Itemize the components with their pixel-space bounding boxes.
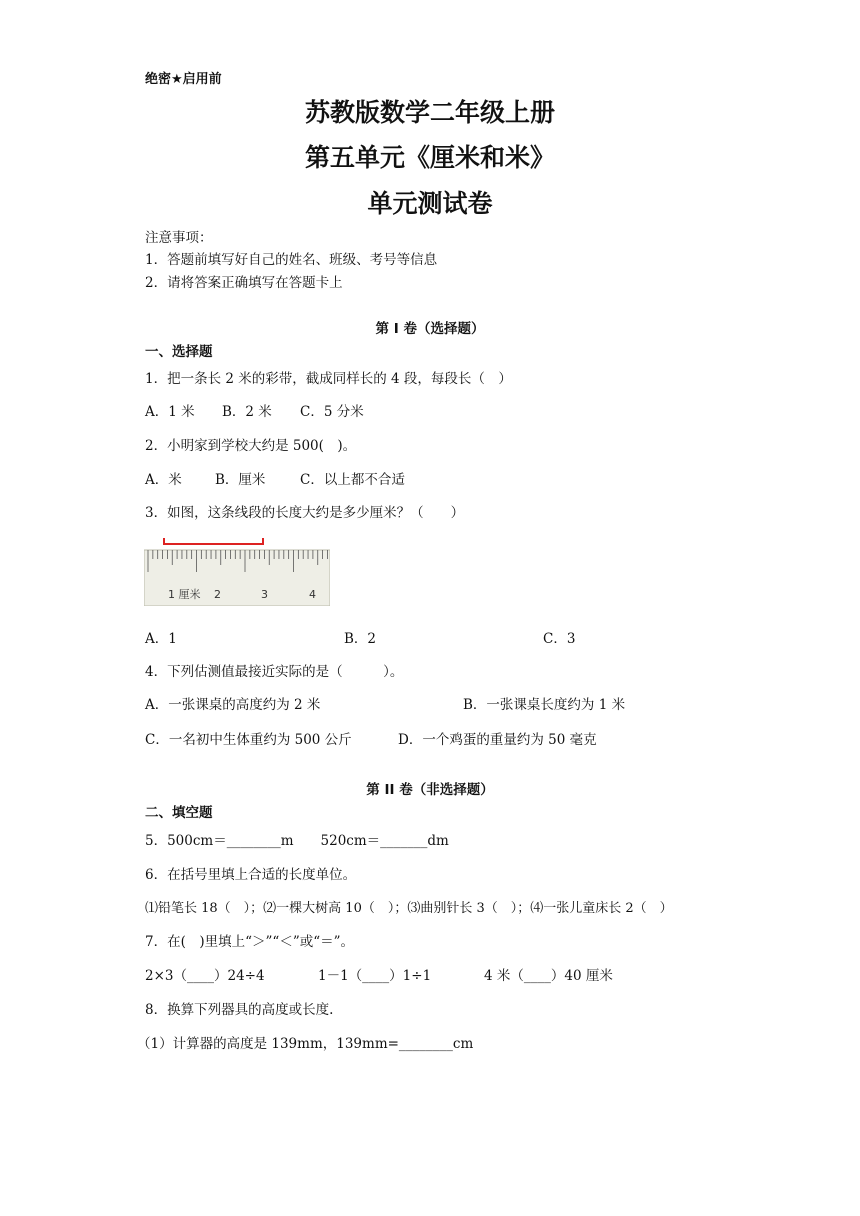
q4-option-b: B．一张课桌长度约为 1 米 bbox=[463, 697, 626, 713]
ruler-label-3: 3 bbox=[261, 588, 268, 601]
q1-option-a: A．1 米 bbox=[145, 404, 195, 420]
question-4: 4．下列估测值最接近实际的是（ ）。 bbox=[145, 664, 404, 680]
document-title-line-3: 单元测试卷 bbox=[367, 189, 493, 218]
question-8: 8．换算下列器具的高度或长度. bbox=[145, 1002, 334, 1018]
q4-option-c: C．一名初中生体重约为 500 公斤 bbox=[145, 732, 352, 748]
q4-option-d: D．一个鸡蛋的重量约为 50 毫克 bbox=[398, 732, 597, 748]
confidential-label: 绝密★启用前 bbox=[145, 72, 222, 87]
ruler-label-2: 2 bbox=[214, 588, 221, 601]
question-1: 1．把一条长 2 米的彩带，截成同样长的 4 段，每段长（ ） bbox=[145, 371, 512, 387]
part-2-title: 第 II 卷（非选择题） bbox=[366, 782, 494, 798]
q7-item-2: 1－1（____）1÷1 bbox=[318, 968, 432, 984]
q3-option-c: C．3 bbox=[543, 631, 576, 647]
question-6: 6．在括号里填上合适的长度单位。 bbox=[145, 867, 357, 883]
section-fill-heading: 二、填空题 bbox=[145, 805, 213, 821]
document-title-line-2: 第五单元《厘米和米》 bbox=[304, 143, 555, 172]
question-8-part-1: （1）计算器的高度是 139mm，139mm=________cm bbox=[137, 1036, 474, 1052]
q3-option-a: A．1 bbox=[145, 631, 177, 647]
question-6-items: ⑴铅笔长 18（ ）；⑵一棵大树高 10（ ）；⑶曲别针长 3（ ）；⑷一张儿童床长 2（ ） bbox=[145, 901, 673, 916]
question-5: 5．500cm＝________m 520cm＝_______dm bbox=[145, 833, 449, 849]
document-title-line-1: 苏教版数学二年级上册 bbox=[304, 98, 555, 127]
q3-option-b: B．2 bbox=[344, 631, 377, 647]
notes-heading: 注意事项： bbox=[145, 230, 213, 246]
q7-item-1: 2×3（____）24÷4 bbox=[145, 968, 265, 984]
question-3: 3．如图，这条线段的长度大约是多少厘米？（ ） bbox=[145, 505, 465, 521]
section-choice-heading: 一、选择题 bbox=[145, 344, 213, 360]
measured-segment-bracket bbox=[164, 538, 263, 544]
q7-item-3: 4 米（____）40 厘米 bbox=[484, 968, 613, 984]
part-1-title: 第 I 卷（选择题） bbox=[375, 321, 485, 337]
ruler-figure bbox=[144, 536, 330, 606]
q2-option-b: B．厘米 bbox=[215, 472, 266, 488]
note-item-2: 2．请将答案正确填写在答题卡上 bbox=[145, 275, 343, 291]
question-2: 2．小明家到学校大约是 500( )。 bbox=[145, 438, 357, 454]
note-item-1: 1．答题前填写好自己的姓名、班级、考号等信息 bbox=[145, 252, 438, 268]
ruler-label-1: 1 厘米 bbox=[168, 588, 201, 601]
q1-option-c: C．5 分米 bbox=[300, 404, 364, 420]
ruler-label-4: 4 bbox=[309, 588, 316, 601]
q1-option-b: B．2 米 bbox=[222, 404, 272, 420]
q2-option-a: A．米 bbox=[145, 472, 182, 488]
q2-option-c: C．以上都不合适 bbox=[300, 472, 405, 488]
q4-option-a: A．一张课桌的高度约为 2 米 bbox=[145, 697, 321, 713]
question-7: 7．在( )里填上“＞”“＜”或“＝”。 bbox=[145, 934, 355, 950]
